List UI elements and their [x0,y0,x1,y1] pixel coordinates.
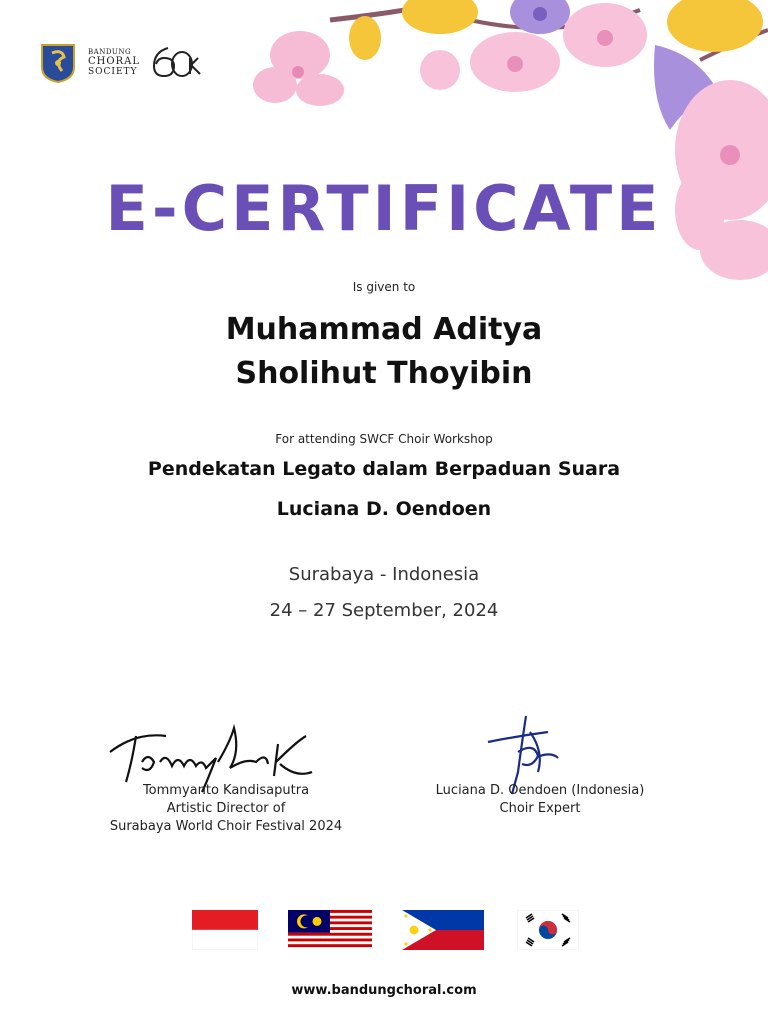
city-crest-logo [40,41,76,83]
website-url: www.bandungchoral.com [291,983,477,998]
recipient-name [0,308,768,396]
philippines-flag [402,910,484,950]
signatory-name: Luciana D. Oendoen (Indonesia) [435,783,645,798]
signature-block-right [420,782,660,818]
certificate-title: E-CERTIFICATE [105,172,663,245]
anniversary-logo [150,44,204,80]
workshop-title: Pendekatan Legato dalam Berpaduan Suara [147,458,621,480]
recipient-name-line: Sholihut Thoyibin [235,356,533,391]
given-to-label: Is given to [352,280,416,294]
recipient-name-line: Muhammad Aditya [225,312,543,347]
signatory-role: Artistic Director of [166,801,286,816]
speaker-name: Luciana D. Oendoen [276,498,492,520]
logo-text-line: SOCIETY [88,67,138,77]
south-korea-flag [517,910,579,950]
signatory-name: Tommyanto Kandisaputra [142,783,310,798]
signatory-role: Choir Expert [499,801,581,816]
signature-block-left [96,782,356,836]
logo-text-line: BANDUNG [88,48,132,56]
signatory-role: Surabaya World Choir Festival 2024 [109,819,343,834]
malaysia-flag [288,910,372,950]
event-location: Surabaya - Indonesia [288,564,480,585]
logo-text-line: CHORAL [88,56,140,67]
logo-group [40,40,204,84]
indonesia-flag [192,910,258,950]
bandung-choral-society-logo [88,47,140,77]
attending-label: For attending SWCF Choir Workshop [275,432,493,446]
event-date: 24 – 27 September, 2024 [269,600,499,621]
